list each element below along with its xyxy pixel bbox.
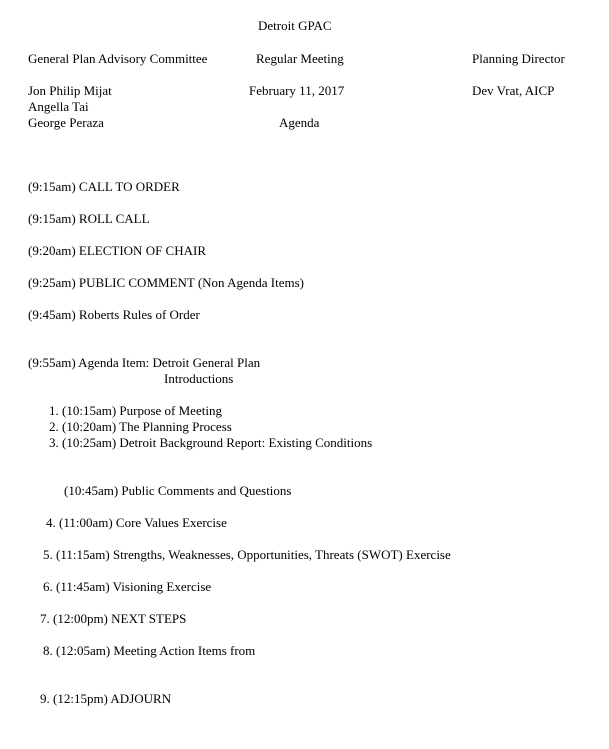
list-item (46, 515, 227, 531)
agenda-roll-call: (9:15am) ROLL CALL (28, 211, 150, 226)
list-item (43, 579, 211, 595)
list-item (49, 435, 372, 451)
agenda-label: Agenda (279, 115, 320, 130)
agenda-public-comment: (9:25am) PUBLIC COMMENT (Non Agenda Items) (28, 275, 304, 290)
member-1: Jon Philip Mijat (28, 83, 112, 98)
list-item-text: (12:05am) Meeting Action Items from (56, 643, 256, 658)
list-item-number: 7. (40, 611, 50, 626)
meeting-type: Regular Meeting (256, 51, 344, 66)
director-name: Dev Vrat, AICP (472, 83, 555, 98)
list-item-number: 3. (49, 435, 59, 450)
director-role: Planning Director (472, 51, 565, 66)
committee-name: General Plan Advisory Committee (28, 51, 208, 66)
agenda-election: (9:20am) ELECTION OF CHAIR (28, 243, 207, 258)
agenda-roberts-rules: (9:45am) Roberts Rules of Order (28, 307, 200, 322)
list-item (43, 643, 255, 659)
list-item (43, 547, 451, 563)
agenda-public-comments-questions: (10:45am) Public Comments and Questions (64, 483, 292, 498)
list-item (49, 403, 222, 419)
list-item-text: (11:00am) Core Values Exercise (59, 515, 227, 530)
agenda-item-subheading: Introductions (164, 371, 234, 386)
list-item-text: (10:20am) The Planning Process (62, 419, 232, 434)
list-item-number: 4. (46, 515, 56, 530)
list-item-number: 2. (49, 419, 59, 434)
list-item-text: (11:45am) Visioning Exercise (56, 579, 212, 594)
list-item (40, 691, 171, 707)
member-2: Angella Tai (28, 99, 89, 114)
list-item-number: 8. (43, 643, 53, 658)
agenda-item-heading: (9:55am) Agenda Item: Detroit General Plan (28, 355, 261, 370)
meeting-date: February 11, 2017 (249, 83, 345, 98)
list-item-text: (10:15am) Purpose of Meeting (62, 403, 222, 418)
list-item-number: 1. (49, 403, 59, 418)
list-item (40, 611, 186, 627)
list-item-text: (11:15am) Strengths, Weaknesses, Opportunities, Threats (SWOT) Exercise (56, 547, 451, 562)
list-item-number: 9. (40, 691, 50, 706)
agenda-call-to-order: (9:15am) CALL TO ORDER (28, 179, 180, 194)
list-item-number: 6. (43, 579, 53, 594)
list-item (49, 419, 232, 435)
document-title: Detroit GPAC (258, 18, 332, 33)
list-item-text: (12:15pm) ADJOURN (53, 691, 172, 706)
list-item-number: 5. (43, 547, 53, 562)
list-item-text: (12:00pm) NEXT STEPS (53, 611, 187, 626)
list-item-text: (10:25am) Detroit Background Report: Existing Conditions (62, 435, 373, 450)
member-3: George Peraza (28, 115, 104, 130)
